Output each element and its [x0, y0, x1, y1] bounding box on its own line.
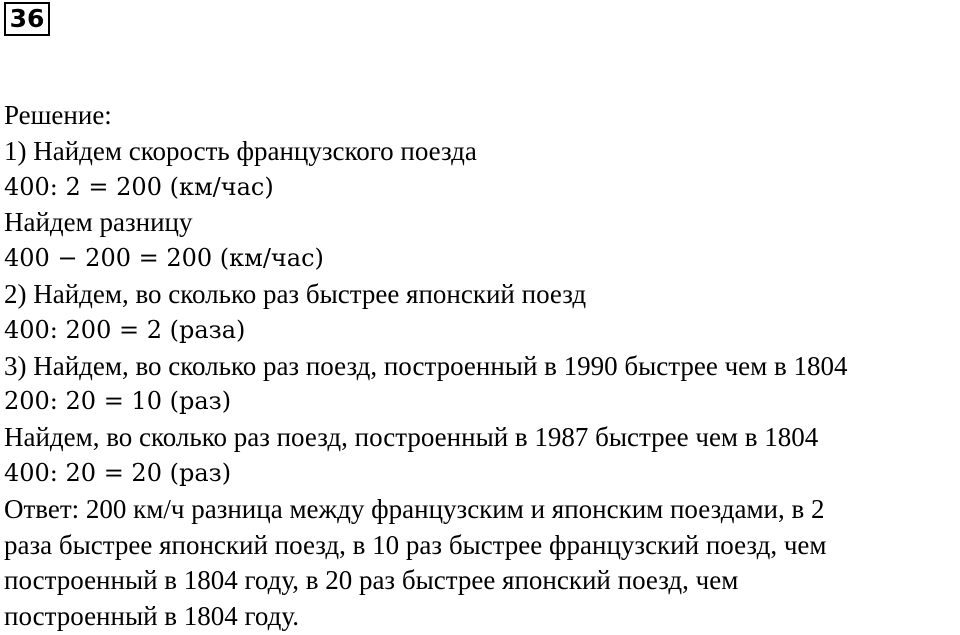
equation-line: 400: 2 = 200 (км/час): [4, 172, 274, 201]
answer-text: построенный в 1804 году.: [4, 601, 299, 632]
equation-line: 400 − 200 = 200 (км/час): [4, 244, 324, 273]
answer-text: раза быстрее японский поезд, в 10 раз быстрее французский поезд, чем: [4, 529, 827, 560]
problem-number-badge: 36: [4, 2, 50, 36]
step-2-text: 2) Найдем, во сколько раз быстрее японский поезд: [4, 278, 587, 309]
step-text: Найдем, во сколько раз поезд, построенный в 1987 быстрее чем в 1804: [4, 422, 819, 453]
equation-line: 400: 20 = 20 (раз): [4, 458, 232, 487]
equation-line: 200: 20 = 10 (раз): [4, 387, 232, 416]
step-3-text: 3) Найдем, во сколько раз поезд, построенный в 1990 быстрее чем в 1804: [4, 350, 848, 381]
solution-text: [4, 98, 956, 635]
step-text: Найдем разницу: [4, 207, 193, 238]
step-1-text: 1) Найдем скорость французского поезда: [4, 135, 477, 166]
answer-text: построенный в 1804 году, в 20 раз быстрее японский поезд, чем: [4, 565, 739, 596]
equation-line: 400: 200 = 2 (раза): [4, 315, 246, 344]
answer-text: Ответ: 200 км/ч разница между французским и японским поездами, в 2: [4, 493, 825, 524]
solution-heading: Решение:: [4, 100, 112, 130]
